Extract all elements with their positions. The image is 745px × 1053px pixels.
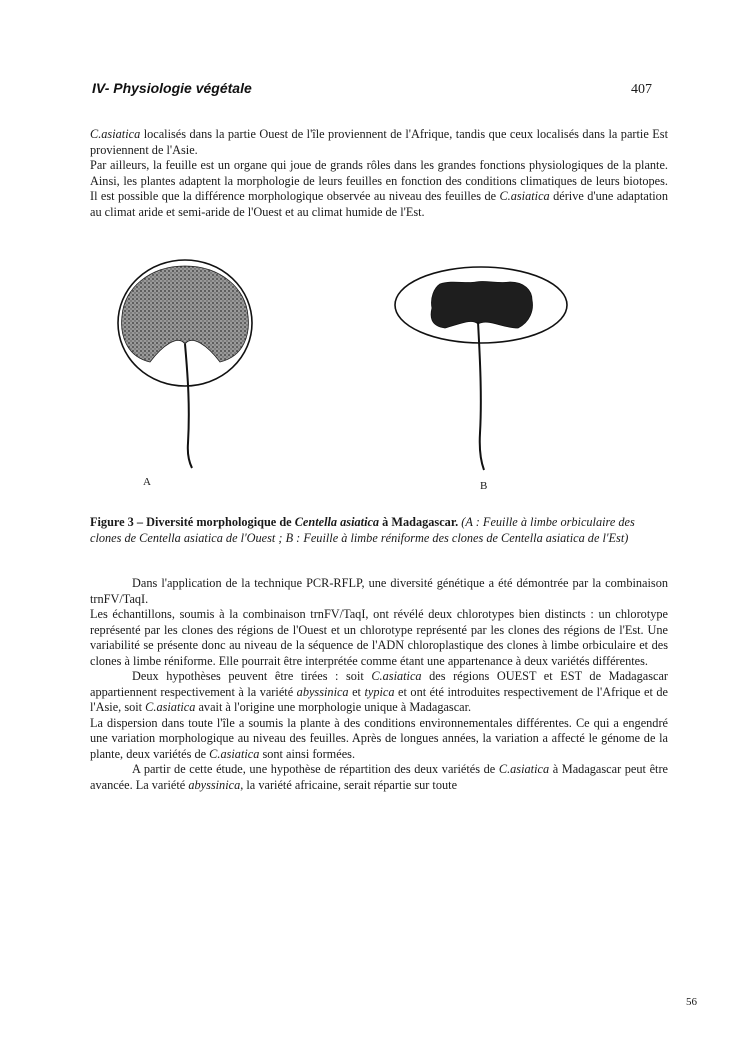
text-run: des régions OUEST et EST de Madagascar appartiennent respectivement à la variété bbox=[90, 669, 668, 699]
running-header bbox=[92, 80, 652, 102]
section-title: IV- Physiologie végétale bbox=[92, 80, 252, 96]
book-page-number: 407 bbox=[631, 82, 652, 97]
paragraph-hypotheses bbox=[90, 669, 668, 716]
intro-paragraphs bbox=[90, 127, 668, 220]
text-run: dérive d'une adaptation au climat aride et semi-aride de l'Ouest et au climat humide de l'Est. bbox=[90, 189, 668, 219]
text-run: sont ainsi formées. bbox=[259, 746, 356, 761]
variety-name: abyssinica bbox=[188, 777, 241, 792]
species-name: C.asiatica bbox=[499, 189, 550, 203]
species-name: C.asiatica bbox=[90, 127, 141, 141]
species-name: C.asiatica bbox=[371, 669, 422, 683]
species-name: C.asiatica bbox=[145, 700, 196, 714]
paragraph-dispersion bbox=[90, 716, 668, 763]
species-name: C.asiatica bbox=[209, 746, 260, 761]
variety-name: typica bbox=[364, 684, 395, 699]
figure-label-a: A bbox=[143, 476, 151, 488]
text-run: A partir de cette étude, une hypothèse de répartition des deux variétés de bbox=[132, 762, 499, 776]
variety-name: abyssinica bbox=[296, 684, 349, 699]
leaf-illustrations bbox=[100, 258, 620, 493]
text-run: La dispersion dans toute l'île a soumis la plante à des conditions environnementales différentes. Ce qui a engendré une variation morphologique au niveau des feuilles. Après de longues années, la variation a affecté le génome de la plante, deux variétés de bbox=[90, 715, 668, 761]
text-run: à Madagascar peut être avancée. La variété bbox=[90, 762, 668, 792]
leaf-a-orbicular bbox=[118, 260, 252, 468]
leaf-a-petiole bbox=[185, 344, 192, 468]
figure-label-b: B bbox=[480, 480, 488, 492]
caption-location: à Madagascar. bbox=[379, 515, 459, 529]
paragraph-origin bbox=[90, 127, 668, 158]
text-run: et ont été introduites respectivement de l'Afrique et de l'Asie, soit bbox=[90, 684, 668, 714]
figure-leaf-morphology bbox=[100, 258, 620, 493]
text-run: , la variété africaine, serait répartie sur toute bbox=[240, 777, 458, 792]
species-name: C.asiatica bbox=[498, 762, 550, 776]
text-run: Deux hypothèses peuvent être tirées : soit bbox=[132, 669, 372, 683]
text-run: Par ailleurs, la feuille est un organe qui joue de grands rôles dans les grandes fonctions physiologiques de la plante. Ainsi, les plantes adaptent la morphologie de leurs feuilles en fonction des conditions climatiques de leurs biotopes. Il est possible que la différence morphologique observée au niveau des feuilles de bbox=[90, 158, 668, 203]
leaf-b-petiole bbox=[478, 322, 484, 470]
text-run: et bbox=[348, 684, 365, 699]
text-run: localisés dans la partie Ouest de l'île proviennent de l'Afrique, tandis que ceux localisés dans la partie Est proviennent de l'Asie. bbox=[90, 127, 668, 157]
paragraph-distribution bbox=[90, 762, 668, 793]
paragraph-leaf-function bbox=[90, 158, 668, 220]
figure-caption bbox=[90, 515, 668, 546]
discussion-paragraphs bbox=[90, 576, 668, 793]
caption-species: Centella asiatica bbox=[294, 515, 380, 529]
paragraph-chlorotypes: Les échantillons, soumis à la combinaison trnFV/TaqI, ont révélé deux chlorotypes bien distincts : un chlorotype représenté par les clones des régions de l'Ouest et un chlorotype représenté par les clones des régions de l'Est. Une variabilité se présente donc au niveau de la séquence de l'ADN chloroplastique des clones à limbe orbiculaire et des clones à limbe réniforme. Elle pourrait être interprétée comme étant une appartenance à deux variétés différentes. bbox=[90, 607, 668, 668]
leaf-b-reniform bbox=[395, 267, 567, 470]
paragraph-pcr-rflp: Dans l'application de la technique PCR-RFLP, une diversité génétique a été démontrée par la combinaison trnFV/TaqI. bbox=[90, 576, 668, 606]
caption-heading: Figure 3 – Diversité morphologique de bbox=[90, 515, 295, 529]
page-number: 56 bbox=[686, 996, 697, 1008]
caption-description: (A : Feuille à limbe orbiculaire des clones de Centella asiatica de l'Ouest ; B : Feuille à limbe réniforme des clones de Centella asiatica de l'Est) bbox=[90, 515, 635, 545]
leaf-b-blade bbox=[431, 281, 532, 328]
text-run: avait à l'origine une morphologie unique à Madagascar. bbox=[195, 700, 472, 714]
